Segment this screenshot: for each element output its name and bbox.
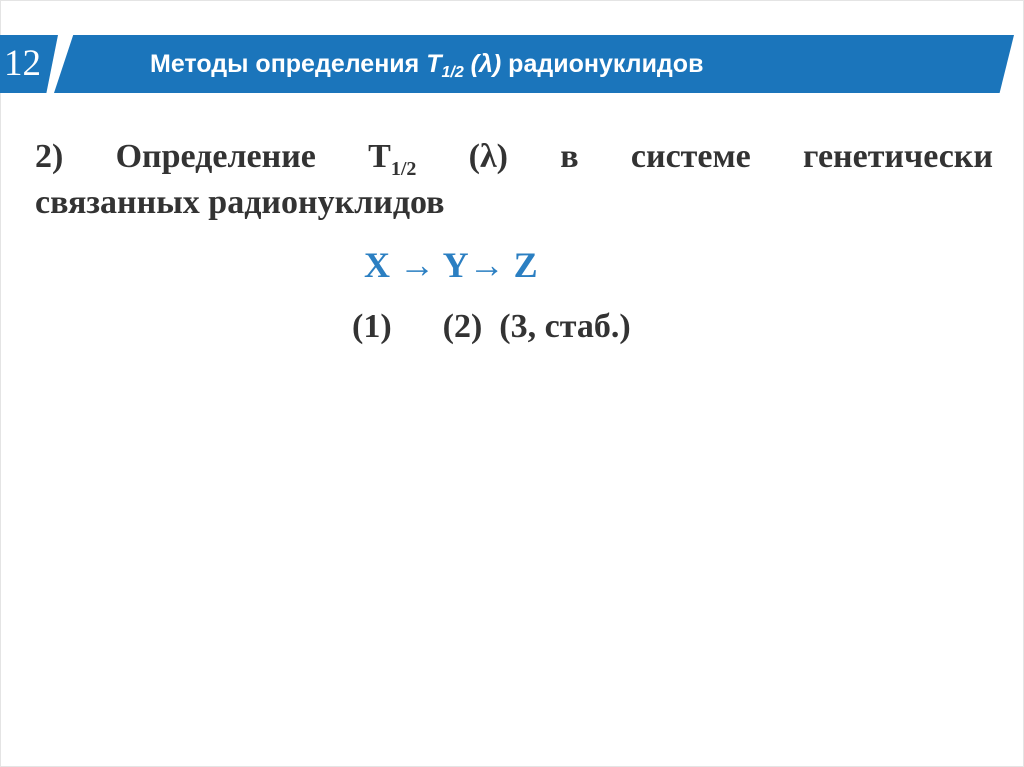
decay-chain: X → Y→ Z [364,245,538,285]
body-word-determination: Определение [115,138,316,175]
slide-number: 12 [4,43,41,84]
item-number: 2) [35,138,64,175]
title-symbol-letter: T [426,50,442,78]
body-word-system: системе [630,138,751,175]
decay-chain-labels: (1) (2) (3, стаб.) [352,308,631,345]
title-prefix: Методы определения [150,50,427,78]
title-lambda: (λ) [463,50,502,78]
half-life-subscript: 1/2 [390,158,417,180]
body-word-in: в [560,138,579,175]
body-line-1 [35,134,993,180]
half-life-letter: T [368,138,391,175]
half-life-symbol [368,134,416,180]
body-line-2: связанных радионуклидов [35,184,445,221]
title-subscript: 1/2 [441,64,464,81]
body-paragraph [35,134,993,226]
body-word-genetically: генетически [802,138,993,175]
title-suffix: радионуклидов [501,50,704,78]
lambda-symbol: (λ) [468,138,509,175]
title-symbol [426,50,502,81]
slide-title [150,42,970,86]
